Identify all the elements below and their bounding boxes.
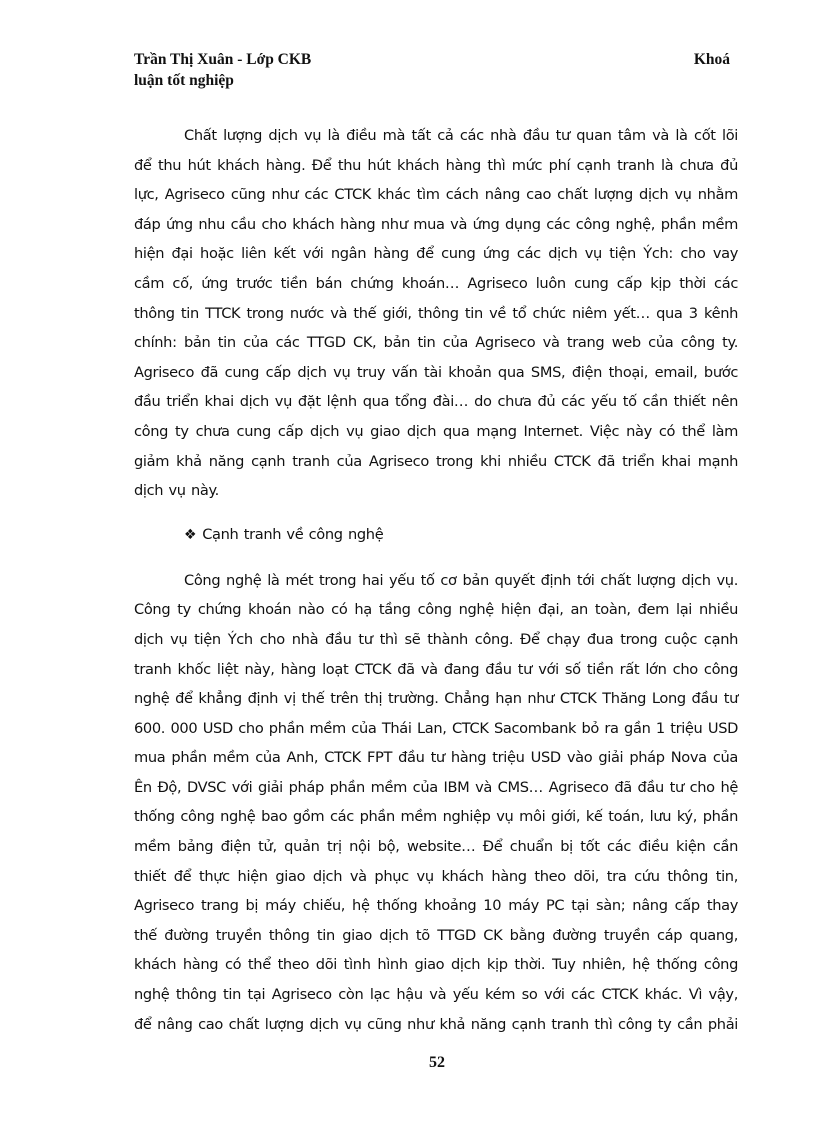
diamond-bullet-icon: ❖ [184,526,197,543]
header-line-2: luận tốt nghiệp [134,72,234,89]
page-number: 52 [429,1054,445,1071]
paragraph-technology: Công nghệ là mét trong hai yếu tố cơ bản quyết định tới chất lượng dịch vụ. Công ty chứng khoán nào có hạ tầng công nghệ hiện đại, an toàn, đem lại nhiều dịch vụ tiện Ých cho nhà đầu tư thì sẽ thành công. Để chạy đua trong cuộc cạnh tranh khốc liệt này, hàng loạt CTCK đã và đang đầu tư với số tiền rất lớn cho công nghệ để khẳng định vị thế trên thị trường. Chẳng hạn như CTCK Thăng Long đầu tư 600. 000 USD cho phần mềm của Thái Lan, CTCK Sacombank bỏ ra gần 1 triệu USD mua phần mềm của Anh, CTCK FPT đầu tư hàng triệu USD vào giải pháp Nova của Ên Độ, DVSC với giải pháp phần mềm của IBM và CMS… Agriseco đã đầu tư cho hệ thống công nghệ bao gồm các phần mềm nghiệp vụ môi giới, kế toán, lưu ký, phần mềm bảng điện tử, quản trị nội bộ, website… Để chuẩn bị tốt các điều kiện cần thiết để thực hiện giao dịch và phục vụ khách hàng theo dõi, tra cứu thông tin, Agriseco trang bị máy chiếu, hệ thống khoảng 10 máy PC tại sàn; nâng cấp thay thế đường truyền thông tin giao dịch tõ TTGD CK bằng đường truyền cáp quang, khách hàng có thể theo dõi tình hình giao dịch kịp thời. Tuy nhiên, hệ thống công nghệ thông tin tại Agriseco còn lạc hậu và yếu kém so với các CTCK khác. Vì vậy, để nâng cao chất lượng dịch vụ cũng như khả năng cạnh tranh thì công ty cần phải [134,571,738,1033]
header-line-1 [134,49,730,70]
document-body [134,121,738,1039]
page-header [134,49,730,91]
header-author: Trần Thị Xuân - Lớp CKB [134,51,312,68]
paragraph-service-quality: Chất lượng dịch vụ là điều mà tất cả các nhà đầu tư quan tâm và là cốt lõi để thu hút khách hàng. Để thu hút khách hàng thì mức phí cạnh tranh là chưa đủ lực, Agriseco cũng như các CTCK khác tìm cách nâng cao chất lượng dịch vụ nhằm đáp ứng nhu cầu cho khách hàng như mua và ứng dụng các công nghệ, phần mềm hiện đại hoặc liên kết với ngân hàng để cung ứng các dịch vụ tiện Ých: cho vay cầm cố, ứng trước tiền bán chứng khoán… Agriseco luôn cung cấp kịp thời các thông tin TTCK trong nước và thế giới, thông tin về tổ chức niêm yết… qua 3 kênh chính: bản tin của các TTGD CK, bản tin của Agriseco và trang web của công ty. Agriseco đã cung cấp dịch vụ truy vấn tài khoản qua SMS, điện thoại, email, bước đầu triển khai dịch vụ đặt lệnh qua tổng đài… do chưa đủ các yếu tố cần thiết nên công ty chưa cung cấp dịch vụ giao dịch qua mạng Internet. Việc này có thể làm giảm khả năng cạnh tranh của Agriseco trong khi nhiều CTCK đã triển khai mạnh dịch vụ này. [134,127,738,500]
header-right-label: Khoá [693,51,730,68]
bullet-heading-text: Cạnh tranh về công nghệ [202,525,384,543]
bullet-heading-technology [134,520,738,550]
